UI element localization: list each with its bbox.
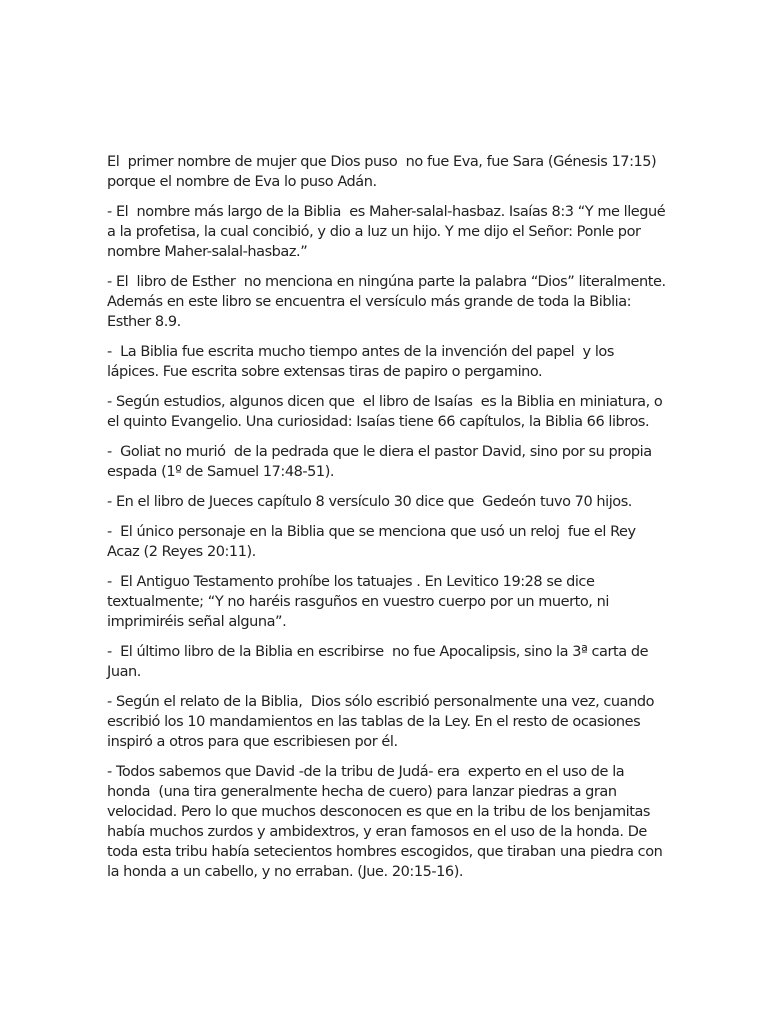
paragraph-longest-name: - El nombre más largo de la Biblia es Maher-salal-hasbaz. Isaías 8:3 “Y me llegué a la profetisa, la cual concibió, y dio a luz un hijo. Y me dijo el Señor: Ponle por nombre Maher-salal-hasbaz.” bbox=[107, 204, 670, 260]
paragraph-mandamientos: - Según el relato de la Biblia, Dios sólo escribió personalmente una vez, cuando escribió los 10 mandamientos en las tablas de la Ley. En el resto de ocasiones inspiró a otros para que escribiesen por él. bbox=[107, 694, 659, 750]
paragraph-papyrus: - La Biblia fue escrita mucho tiempo antes de la invención del papel y los lápices. Fue escrita sobre extensas tiras de papiro o pergamino. bbox=[107, 344, 619, 380]
paragraph-goliat: - Goliat no murió de la pedrada que le diera el pastor David, sino por su propia espada (1º de Samuel 17:48-51). bbox=[107, 444, 656, 480]
paragraph-sara: El primer nombre de mujer que Dios puso no fue Eva, fue Sara (Génesis 17:15) porque el nombre de Eva lo puso Adán. bbox=[107, 154, 661, 190]
document-body bbox=[107, 152, 670, 892]
paragraph-gedeon: - En el libro de Jueces capítulo 8 versículo 30 dice que Gedeón tuvo 70 hijos. bbox=[107, 494, 632, 510]
paragraph-ultimo-libro: - El último libro de la Biblia en escribirse no fue Apocalipsis, sino la 3ª carta de Juan. bbox=[107, 644, 653, 680]
paragraph-tatuajes: - El Antiguo Testamento prohíbe los tatuajes . En Levitico 19:28 se dice textualmente; “Y no haréis rasguños en vuestro cuerpo por un muerto, ni imprimiréis señal alguna”. bbox=[107, 574, 614, 630]
paragraph-honda: - Todos sabemos que David -de la tribu de Judá- era experto en el uso de la honda (una tira generalmente hecha de cuero) para lanzar piedras a gran velocidad. Pero lo que muchos desconocen es que en la tribu de los benjamitas había muchos zurdos y ambidextros, y eran famosos en el uso de la honda. De toda esta tribu había setecientos hombres escogidos, que tiraban una piedra con la honda a un cabello, y no erraban. (Jue. 20:15-16). bbox=[107, 764, 667, 880]
paragraph-isaias: - Según estudios, algunos dicen que el libro de Isaías es la Biblia en miniatura, o el quinto Evangelio. Una curiosidad: Isaías tiene 66 capítulos, la Biblia 66 libros. bbox=[107, 394, 667, 430]
paragraph-reloj: - El único personaje en la Biblia que se menciona que usó un reloj fue el Rey Acaz (2 Reyes 20:11). bbox=[107, 524, 640, 560]
paragraph-esther: - El libro de Esther no menciona en ningúna parte la palabra “Dios” literalmente. Además en este libro se encuentra el versículo más grande de toda la Biblia: Esther 8.9. bbox=[107, 274, 670, 330]
